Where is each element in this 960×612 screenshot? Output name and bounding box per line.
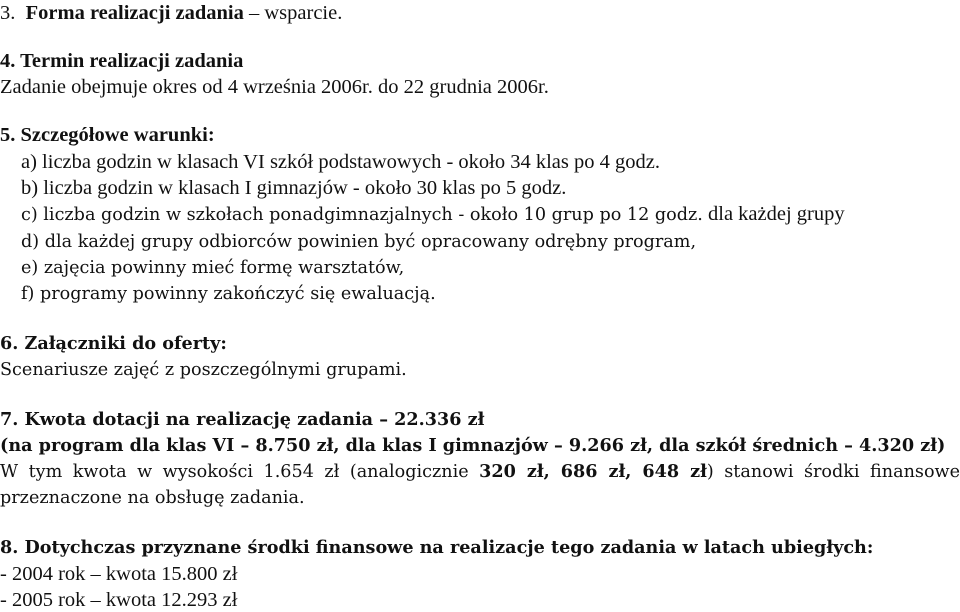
section-4-text: Zadanie obejmuje okres od 4 września 2006r. do 22 grudnia 2006r. [0, 76, 549, 98]
section-5-item-f: f) programy powinny zakończyć się ewaluacją. [21, 284, 436, 304]
section-5-title: 5. Szczegółowe warunki: [0, 124, 215, 146]
section-7-line-2: przeznaczone na obsługę zadania. [0, 488, 305, 508]
section-7-line-1-bold: 320 zł, 686 zł, 648 zł [479, 461, 707, 482]
section-3-rest: – wsparcie. [243, 2, 343, 24]
section-8-item-2005: - 2005 rok – kwota 12.293 zł [0, 589, 238, 611]
section-7-title: 7. Kwota dotacji na realizację zadania – 22.336 zł [0, 409, 485, 430]
section-3-title: Forma realizacji zadania [25, 2, 244, 24]
section-3-heading [0, 1, 342, 25]
section-4-title: 4. Termin realizacji zadania [0, 50, 244, 72]
section-5-item-b: b) liczba godzin w klasach I gimnazjów - około 30 klas po 5 godz. [21, 177, 567, 199]
section-7-line-1-pre: W tym kwota w wysokości 1.654 zł (analogicznie [0, 462, 480, 482]
section-5-item-d: d) dla każdej grupy odbiorców powinien być opracowany odrębny program, [21, 232, 697, 252]
section-8-title: 8. Dotychczas przyznane środki finansowe na realizacje tego zadania w latach ubiegłych: [0, 537, 874, 558]
section-6-title: 6. Załączniki do oferty: [0, 333, 227, 354]
section-7-line-1 [0, 460, 960, 484]
section-5-item-a: a) liczba godzin w klasach VI szkół podstawowych - około 34 klas po 4 godz. [21, 151, 660, 173]
section-5-item-c-text: c) liczba godzin w szkołach ponadgimnazjalnych - około 10 grup po 12 godz. [21, 205, 703, 225]
section-5-item-c-tail: dla każdej grupy [702, 203, 845, 225]
section-5-item-e: e) zajęcia powinny mieć formę warsztatów, [21, 258, 405, 278]
section-7-line-1-post: ) stanowi środki finansowe [706, 462, 960, 482]
section-5-item-c [21, 202, 845, 227]
section-8-item-2004: - 2004 rok – kwota 15.800 zł [0, 563, 238, 585]
section-3-number: 3. [0, 2, 16, 24]
section-6-text: Scenariusze zajęć z poszczególnymi grupami. [0, 360, 407, 380]
section-7-detail: (na program dla klas VI – 8.750 zł, dla klas I gimnazjów – 9.266 zł, dla szkół średnich – 4.320 zł) [0, 435, 946, 456]
